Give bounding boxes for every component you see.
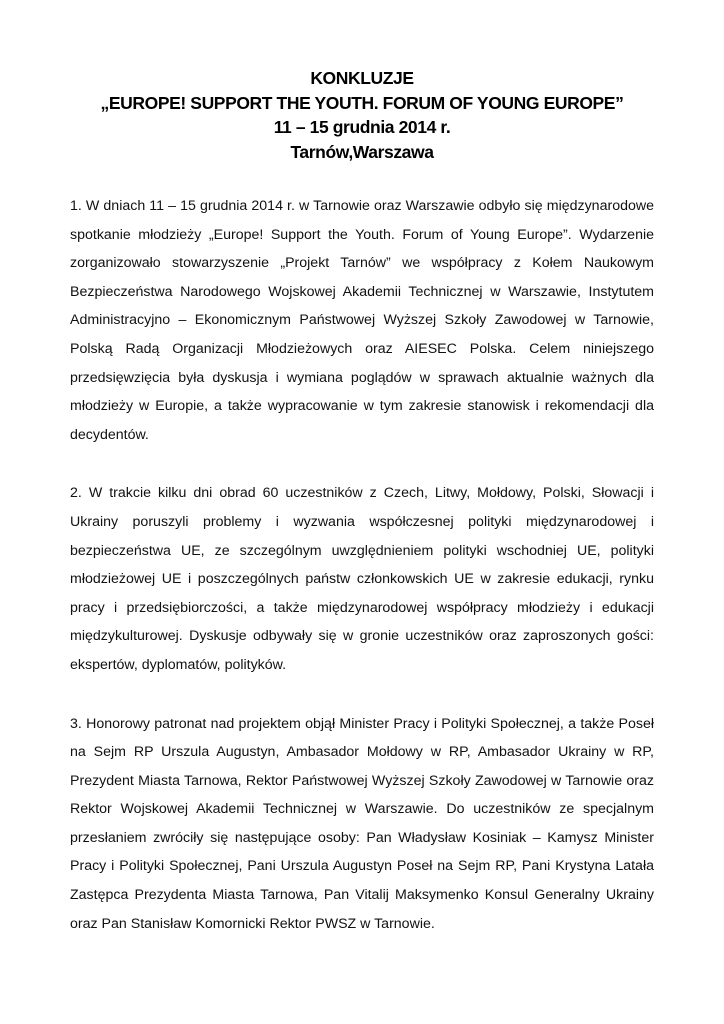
- paragraph-1: 1. W dniach 11 – 15 grudnia 2014 r. w Tarnowie oraz Warszawie odbyło się międzynarodowe spotkanie młodzieży „Europe! Support the Youth. Forum of Young Europe”. Wydarzenie zorganizowało stowarzyszenie „Projekt Tarnów” we współpracy z Kołem Naukowym Bezpieczeństwa Narodowego Wojskowej Akademii Technicznej w Warszawie, Instytutem Administracyjno – Ekonomicznym Państwowej Wyższej Szkoły Zawodowej w Tarnowie, Polską Radą Organizacji Młodzieżowych oraz AIESEC Polska. Celem niniejszego przedsięwzięcia była dyskusja i wymiana poglądów w sprawach aktualnie ważnych dla młodzieży w Europie, a także wypracowanie w tym zakresie stanowisk i rekomendacji dla decydentów.: [70, 198, 654, 443]
- event-places: Tarnów,Warszawa: [290, 141, 434, 162]
- document-title: KONKLUZJE: [310, 68, 414, 88]
- event-name: „EUROPE! SUPPORT THE YOUTH. FORUM OF YOUNG EUROPE”: [100, 92, 624, 113]
- paragraph-3: 3. Honorowy patronat nad projektem objął Minister Pracy i Polityki Społecznej, a także Poseł na Sejm RP Urszula Augustyn, Ambasador Mołdowy w RP, Ambasador Ukrainy w RP, Prezydent Miasta Tarnowa, Rektor Państwowej Wyższej Szkoły Zawodowej w Tarnowie oraz Rektor Wojskowej Akademii Technicznej w Warszawie. Do uczestników ze specjalnym przesłaniem zwróciły się następujące osoby: Pan Władysław Kosiniak – Kamysz Minister Pracy i Polityki Społecznej, Pani Urszula Augustyn Poseł na Sejm RP, Pani Krystyna Latała Zastępca Prezydenta Miasta Tarnowa, Pan Vitalij Maksymenko Konsul Generalny Ukrainy oraz Pan Stanisław Komornicki Rektor PWSZ w Tarnowie.: [70, 715, 654, 932]
- document-body: [70, 192, 654, 968]
- paragraph-2: 2. W trakcie kilku dni obrad 60 uczestników z Czech, Litwy, Mołdowy, Polski, Słowacji i Ukrainy poruszyli problemy i wyzwania współczesnej polityki międzynarodowej i bezpieczeństwa UE, ze szczególnym uwzględnieniem polityki wschodniej UE, polityki młodzieżowej UE i poszczególnych państw członkowskich UE w zakresie edukacji, rynku pracy i przedsiębiorczości, a także międzynarodowej współpracy młodzieży i edukacji międzykulturowej. Dyskusje odbywały się w gronie uczestników oraz zaproszonych gości: ekspertów, dyplomatów, polityków.: [70, 485, 654, 673]
- event-dates: 11 – 15 grudnia 2014 r.: [273, 117, 451, 137]
- document-header: [0, 66, 724, 164]
